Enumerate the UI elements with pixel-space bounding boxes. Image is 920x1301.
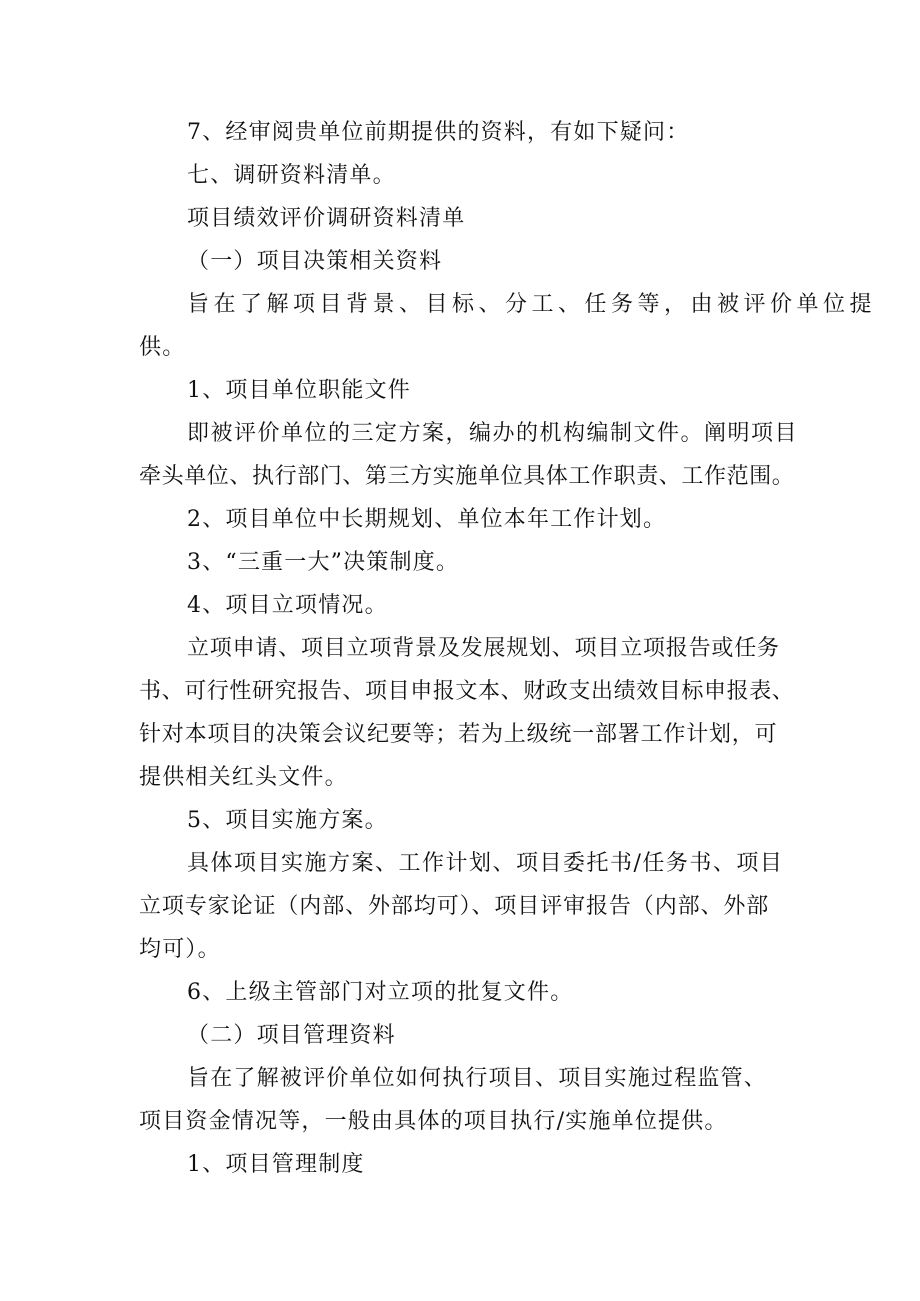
text-line: 项目资金情况等，一般由具体的项目执行/实施单位提供。 xyxy=(139,1109,728,1134)
text-line: 立项申请、项目立项背景及发展规划、项目立项报告或任务 xyxy=(187,636,780,661)
item-heading: 6、上级主管部门对立项的批复文件。 xyxy=(187,980,574,1005)
text-line: 书、可行性研究报告、项目申报文本、财政支出绩效目标申报表、 xyxy=(139,679,795,704)
subsection-heading: （一）项目决策相关资料 xyxy=(187,249,443,274)
section-heading: 七、调研资料清单。 xyxy=(187,163,396,188)
item-heading: 1、项目单位职能文件 xyxy=(187,378,411,403)
text-line: 立项专家论证（内部、外部均可）、项目评审报告（内部、外部 xyxy=(139,894,770,919)
subsection-heading: （二）项目管理资料 xyxy=(187,1023,396,1048)
item-heading: 2、项目单位中长期规划、单位本年工作计划。 xyxy=(187,507,667,532)
text-line: 具体项目实施方案、工作计划、项目委托书/任务书、项目 xyxy=(187,851,784,876)
text-line: 针对本项目的决策会议纪要等；若为上级统一部署工作计划，可 xyxy=(139,722,778,747)
text-line: 即被评价单位的三定方案，编办的机构编制文件。阐明项目 xyxy=(187,421,799,446)
text-line: 7、经审阅贵单位前期提供的资料，有如下疑问： xyxy=(187,120,690,145)
item-heading: 5、项目实施方案。 xyxy=(187,808,388,833)
item-heading: 3、“三重一大”决策制度。 xyxy=(187,550,460,575)
list-title: 项目绩效评价调研资料清单 xyxy=(187,206,466,231)
text-line: 旨在了解被评价单位如何执行项目、项目实施过程监管、 xyxy=(187,1066,768,1091)
item-heading: 4、项目立项情况。 xyxy=(187,593,388,618)
text-line: 提供相关红头文件。 xyxy=(139,765,348,790)
text-line: 均可）。 xyxy=(139,937,221,962)
text-line: 供。 xyxy=(139,335,186,360)
item-heading: 1、项目管理制度 xyxy=(187,1152,365,1177)
text-line: 牵头单位、执行部门、第三方实施单位具体工作职责、工作范围。 xyxy=(139,464,795,489)
text-line: 旨在了解项目背景、目标、分工、任务等，由被评价单位提 xyxy=(187,292,877,317)
